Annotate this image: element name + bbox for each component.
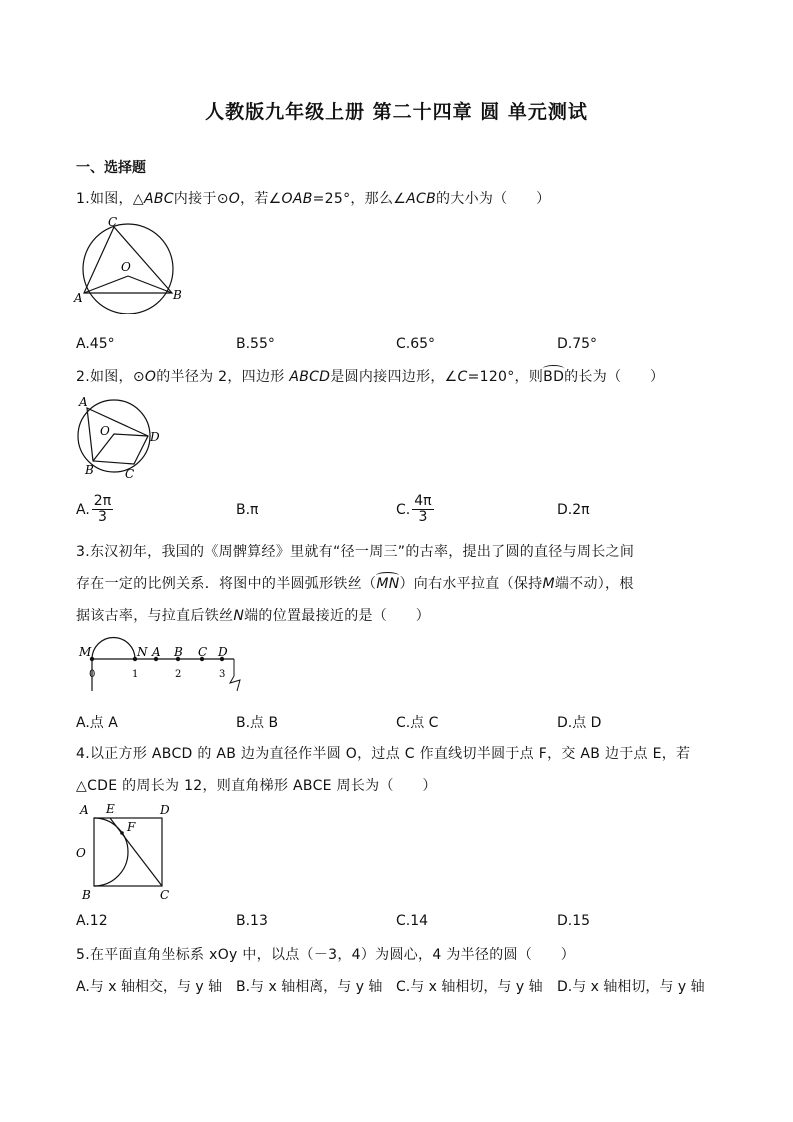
q4-option-a[interactable]: A.12 bbox=[76, 913, 108, 929]
label-a: A bbox=[80, 803, 89, 817]
q5-option-b[interactable]: B.与 x 轴相离，与 y 轴 bbox=[236, 979, 383, 995]
label-b: B bbox=[85, 463, 94, 477]
label-c: C bbox=[160, 888, 170, 902]
question-3-line-1: 3.东汉初年，我国的《周髀算经》里就有“径一周三”的古率，提出了圆的直径与周长之间 bbox=[76, 544, 635, 560]
question-2-figure bbox=[72, 392, 172, 484]
tick-0: 0 bbox=[89, 669, 96, 680]
label-f: F bbox=[127, 820, 136, 834]
question-4-line-1: 4.以正方形 ABCD 的 AB 边为直径作半圆 O，过点 C 作直线切半圆于点 F，交 AB 边于点 E，若 bbox=[76, 746, 691, 762]
tick-3: 3 bbox=[219, 669, 226, 680]
question-4-line-2: △CDE 的周长为 12，则直角梯形 ABCE 周长为（ ） bbox=[76, 778, 437, 794]
label-b: B bbox=[173, 288, 182, 302]
q4-option-b[interactable]: B.13 bbox=[236, 913, 268, 929]
question-1-text: 1.如图，△ABC内接于⊙O，若∠OAB=25°，那么∠ACB的大小为（ ） bbox=[76, 191, 551, 207]
question-3-line-2: 存在一定的比例关系．将图中的半圆弧形铁丝（MN）向右水平拉直（保持M端不动），根 bbox=[76, 576, 634, 592]
q1-option-a[interactable]: A.45° bbox=[76, 336, 115, 352]
label-a: A bbox=[79, 395, 88, 409]
q3-option-b[interactable]: B.点 B bbox=[236, 715, 279, 731]
label-c: C bbox=[108, 215, 118, 229]
label-c: C bbox=[198, 645, 208, 659]
label-m: M bbox=[79, 645, 92, 659]
q3-option-c[interactable]: C.点 C bbox=[396, 715, 439, 731]
question-5-text: 5.在平面直角坐标系 xOy 中，以点（－3，4）为圆心，4 为半径的圆（ ） bbox=[76, 947, 576, 963]
q2-option-b[interactable]: B.π bbox=[236, 502, 259, 518]
question-4-figure bbox=[72, 800, 182, 904]
label-e: E bbox=[106, 802, 115, 816]
q2-option-d[interactable]: D.2π bbox=[557, 502, 590, 518]
label-o: O bbox=[100, 424, 110, 438]
q4-option-d[interactable]: D.15 bbox=[557, 913, 591, 929]
q5-option-a[interactable]: A.与 x 轴相交，与 y 轴 bbox=[76, 979, 223, 995]
q1-option-c[interactable]: C.65° bbox=[396, 336, 436, 352]
label-a: A bbox=[152, 645, 161, 659]
label-o: O bbox=[121, 260, 131, 274]
section-heading: 一、选择题 bbox=[76, 160, 146, 176]
label-d: D bbox=[160, 803, 170, 817]
q5-option-d[interactable]: D.与 x 轴相切，与 y 轴 bbox=[557, 979, 705, 995]
q1-option-d[interactable]: D.75° bbox=[557, 336, 598, 352]
q2-option-a[interactable]: A. $\frac{2\pi}{3}$ bbox=[76, 493, 112, 526]
label-c: C bbox=[125, 467, 135, 481]
tick-2: 2 bbox=[175, 669, 182, 680]
label-o: O bbox=[76, 846, 86, 860]
q5-option-c[interactable]: C.与 x 轴相切，与 y 轴 bbox=[396, 979, 543, 995]
question-2-text: 2.如图，⊙O的半径为 2，四边形 ABCD是圆内接四边形，∠C=120°，则BD的长为（ ） bbox=[76, 369, 665, 385]
label-b: B bbox=[82, 888, 91, 902]
q1-option-b[interactable]: B.55° bbox=[236, 336, 275, 352]
label-n: N bbox=[137, 645, 148, 659]
q3-option-d[interactable]: D.点 D bbox=[557, 715, 602, 731]
page-title: 人教版九年级上册 第二十四章 圆 单元测试 bbox=[205, 101, 588, 123]
question-3-line-3: 据该古率，与拉直后铁丝N端的位置最接近的是（ ） bbox=[76, 608, 430, 624]
label-a: A bbox=[74, 291, 83, 305]
question-1-figure bbox=[72, 214, 190, 314]
label-b: B bbox=[174, 645, 183, 659]
tick-1: 1 bbox=[132, 669, 139, 680]
q3-option-a[interactable]: A.点 A bbox=[76, 715, 118, 731]
label-d: D bbox=[218, 645, 228, 659]
question-3-figure bbox=[74, 636, 250, 698]
label-d: D bbox=[150, 430, 160, 444]
q4-option-c[interactable]: C.14 bbox=[396, 913, 429, 929]
q2-option-c[interactable]: C. $\frac{4\pi}{3}$ bbox=[396, 493, 432, 526]
